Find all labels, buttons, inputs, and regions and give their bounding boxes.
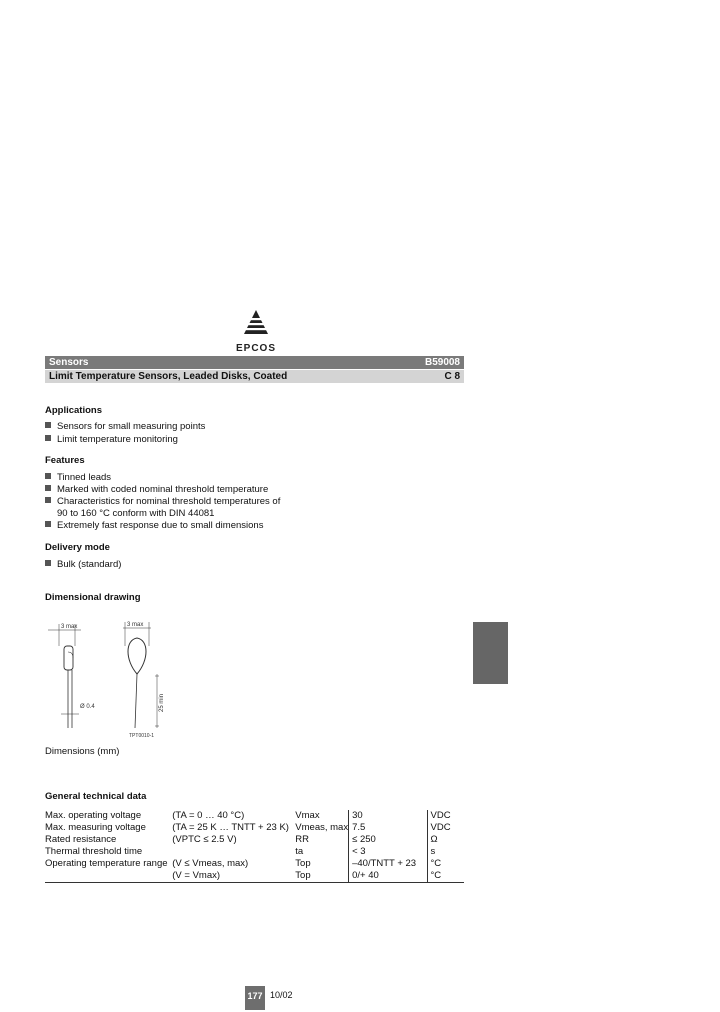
dimensional-drawing <box>45 616 185 741</box>
list-item: Sensors for small measuring points <box>45 421 205 432</box>
epcos-logo <box>232 308 280 354</box>
table-row: (V = Vmax) Top 0/+ 40 °C <box>45 870 464 882</box>
sensor-drawing-icon <box>45 616 185 741</box>
section-code: C 8 <box>444 371 460 382</box>
general-heading: General technical data <box>45 791 147 802</box>
drawing-heading: Dimensional drawing <box>45 592 141 603</box>
table-row: Max. operating voltage (TA = 0 … 40 °C) Vmax 30 VDC <box>45 810 464 822</box>
table-row: Operating temperature range (V ≤ Vmeas, max) Top –40/TNTT + 23 °C <box>45 858 464 870</box>
subtitle-label: Limit Temperature Sensors, Leaded Disks, Coated <box>49 371 288 382</box>
list-item-continuation: 90 to 160 °C conform with DIN 44081 <box>57 508 215 519</box>
table-row: Max. measuring voltage (TA = 25 K … TNTT + 23 K) Vmeas, max 7.5 VDC <box>45 822 464 834</box>
list-item: Extremely fast response due to small dimensions <box>45 520 263 531</box>
list-item: Limit temperature monitoring <box>45 434 178 445</box>
part-number: B59008 <box>424 357 460 368</box>
delivery-heading: Delivery mode <box>45 542 110 553</box>
page-number: 177 <box>245 986 265 1010</box>
category-label: Sensors <box>49 357 89 368</box>
table-row: Thermal threshold time ta < 3 s <box>45 846 464 858</box>
list-item: Marked with coded nominal threshold temperature <box>45 484 268 495</box>
applications-heading: Applications <box>45 405 103 416</box>
list-item: Characteristics for nominal threshold temperatures of <box>45 496 280 507</box>
list-item: Bulk (standard) <box>45 559 121 570</box>
features-heading: Features <box>45 455 85 466</box>
table-bottom-rule <box>45 882 464 883</box>
technical-data-table <box>45 810 464 882</box>
logo-text: EPCOS <box>235 343 276 354</box>
label-length: 25 min <box>159 693 165 712</box>
dimensions-caption: Dimensions (mm) <box>45 746 120 757</box>
label-width1: 3 max <box>61 624 78 630</box>
drawing-code: TPT0010-1 <box>129 733 155 739</box>
list-item: Tinned leads <box>45 472 111 483</box>
table-row: Rated resistance (VPTC ≤ 2.5 V) RR ≤ 250 Ω <box>45 834 464 846</box>
label-lead-dia: Ø 0.4 <box>80 704 95 710</box>
footer-date: 10/02 <box>270 990 293 1000</box>
subtitle-bar <box>45 370 464 383</box>
category-bar <box>45 356 464 369</box>
epcos-logo-icon <box>232 308 280 338</box>
label-width2: 3 max <box>127 622 144 628</box>
section-tab <box>473 622 508 684</box>
